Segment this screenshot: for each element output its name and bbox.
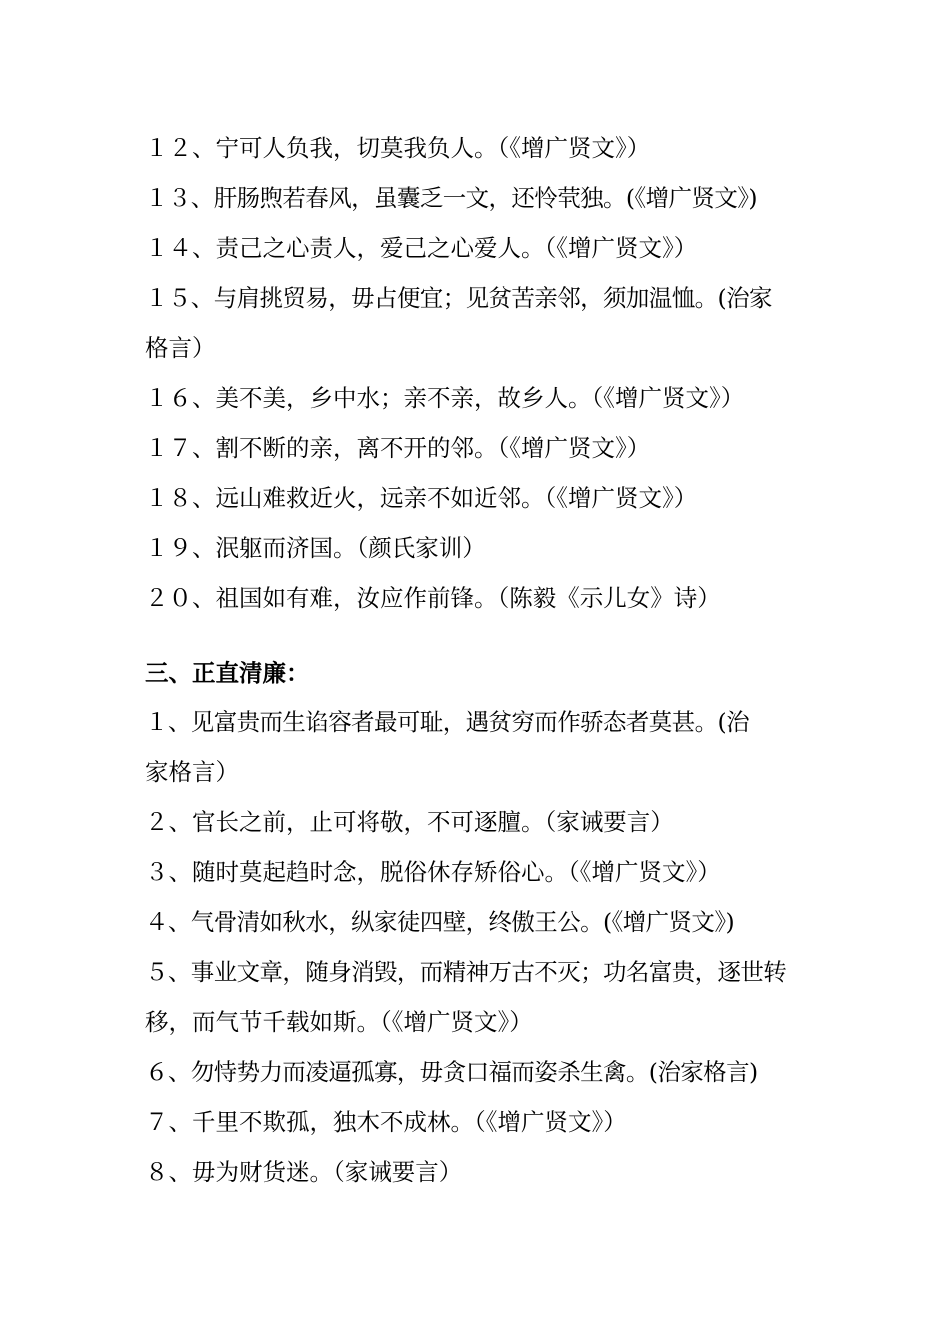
proverb-line: １５、与肩挑贸易，毋占便宜；见贫苦亲邻，须加温恤。(治家	[145, 284, 772, 312]
proverb-line: １、见富贵而生谄容者最可耻，遇贫穷而作骄态者莫甚。(治	[145, 708, 749, 736]
section-heading: 三、正直清廉：	[145, 659, 310, 687]
proverb-line: １３、肝肠煦若春风，虽囊乏一文，还怜茕独。(《增广贤文》)	[145, 184, 757, 212]
proverb-line-continuation: 格言）	[145, 334, 216, 362]
proverb-line: ２、官长之前，止可将敬，不可逐膻。（家诫要言）	[145, 808, 674, 836]
proverb-line: １６、美不美，乡中水；亲不亲，故乡人。（《增广贤文》）	[145, 384, 745, 412]
proverb-line: ８、毋为财货迷。（家诫要言）	[145, 1158, 463, 1186]
proverb-line: ２０、祖国如有难，汝应作前锋。（陈毅《示儿女》诗）	[145, 584, 721, 612]
proverb-line: ４、气骨清如秋水，纵家徒四壁，终傲王公。(《增广贤文》)	[145, 908, 735, 936]
proverb-line: ５、事业文章，随身消毁，而精神万古不灭；功名富贵，逐世转	[145, 958, 787, 986]
proverb-line: １９、泯躯而济国。（颜氏家训）	[145, 534, 486, 562]
proverb-line-continuation: 家格言）	[145, 758, 239, 786]
proverb-line: ６、勿恃势力而凌逼孤寡，毋贪口福而姿杀生禽。(治家格言)	[145, 1058, 758, 1086]
proverb-line: ７、千里不欺孤，独木不成林。（《增广贤文》）	[145, 1108, 627, 1136]
proverb-line: ３、随时莫起趋时念，脱俗休存矫俗心。（《增广贤文》）	[145, 858, 721, 886]
proverb-line: １２、宁可人负我，切莫我负人。（《增广贤文》）	[145, 134, 651, 162]
proverb-line: １７、割不断的亲，离不开的邻。（《增广贤文》）	[145, 434, 651, 462]
proverb-line-continuation: 移，而气节千载如斯。（《增广贤文》）	[145, 1008, 533, 1036]
proverb-line: １８、远山难救近火，远亲不如近邻。（《增广贤文》）	[145, 484, 698, 512]
proverb-line: １４、责己之心责人，爱己之心爱人。（《增广贤文》）	[145, 234, 698, 262]
